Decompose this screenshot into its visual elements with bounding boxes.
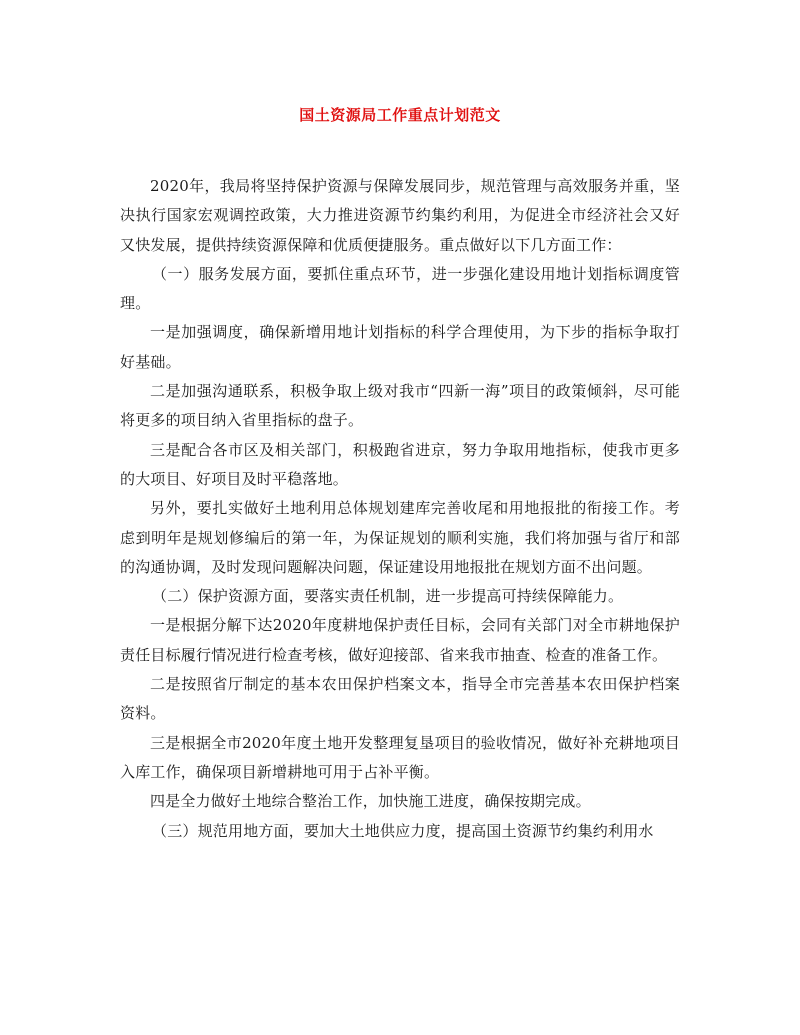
- paragraph-item: 二是加强沟通联系，积极争取上级对我市“四新一海”项目的政策倾斜，尽可能将更多的项目纳入省里指标的盘子。: [120, 382, 680, 430]
- paragraph-intro: 2020年，我局将坚持保护资源与保障发展同步，规范管理与高效服务并重，坚决执行国家宏观调控政策，大力推进资源节约集约利用，为促进全市经济社会又好又快发展，提供持续资源保障和优质便捷服务。重点做好以下几方面工作：: [120, 177, 680, 254]
- document-title: 国土资源局工作重点计划范文: [299, 106, 501, 124]
- paragraph-item: 二是按照省厅制定的基本农田保护档案文本，指导全市完善基本农田保护档案资料。: [120, 675, 680, 723]
- paragraph-item: 一是加强调度，确保新增用地计划指标的科学合理使用，为下步的指标争取打好基础。: [120, 323, 680, 371]
- section-heading-3: （三）规范用地方面，要加大土地供应力度，提高国土资源节约集约利用水: [152, 821, 654, 840]
- paragraph-item: 三是配合各市区及相关部门，积极跑省进京，努力争取用地指标，使我市更多的大项目、好项目及时平稳落地。: [120, 440, 680, 488]
- paragraph-item: 四是全力做好土地综合整治工作，加快施工进度，确保按期完成。: [150, 792, 591, 811]
- section-heading-2: （二）保护资源方面，要落实责任机制，进一步提高可持续保障能力。: [152, 587, 624, 606]
- paragraph-item: 另外，要扎实做好土地利用总体规划建库完善收尾和用地报批的衔接工作。考虑到明年是规划修编后的第一年，为保证规划的顺利实施，我们将加强与省厅和部的沟通协调，及时发现问题解决问题，保证建设用地报批在规划方面不出问题。: [120, 499, 680, 576]
- paragraph-item: 一是根据分解下达2020年度耕地保护责任目标，会同有关部门对全市耕地保护责任目标履行情况进行检查考核，做好迎接部、省来我市抽查、检查的准备工作。: [120, 616, 680, 664]
- paragraph-item: 三是根据全市2020年度土地开发整理复垦项目的验收情况，做好补充耕地项目入库工作，确保项目新增耕地可用于占补平衡。: [120, 733, 680, 781]
- document-body: [120, 172, 680, 846]
- section-heading-1: （一）服务发展方面，要抓住重点环节，进一步强化建设用地计划指标调度管理。: [120, 264, 680, 313]
